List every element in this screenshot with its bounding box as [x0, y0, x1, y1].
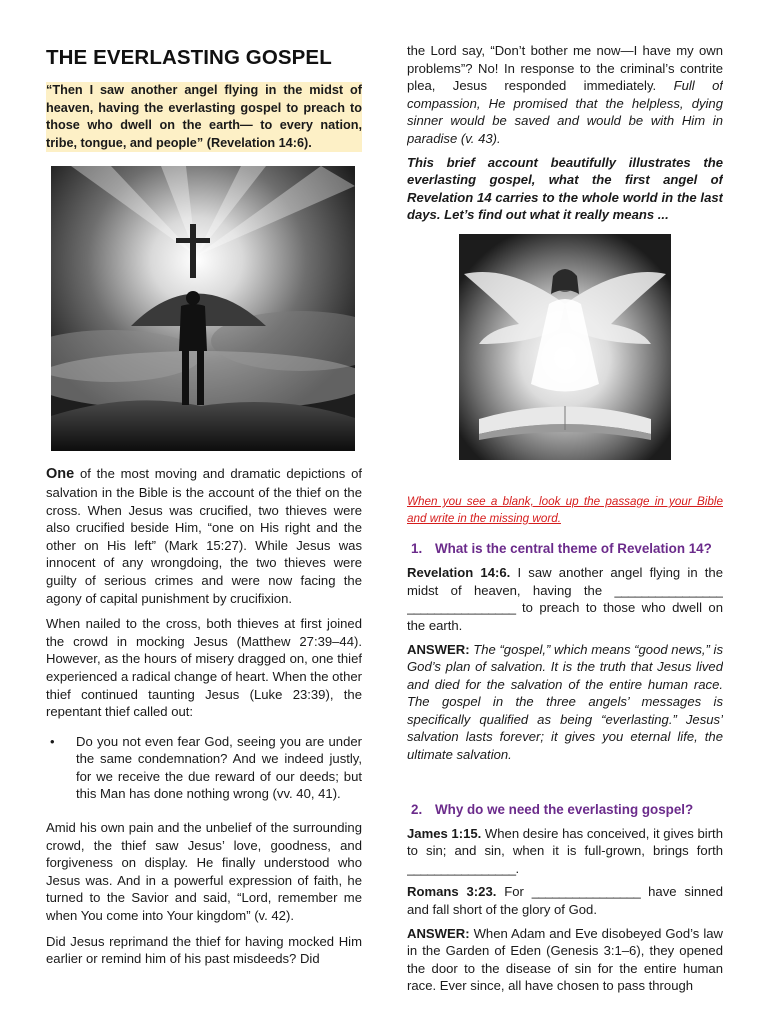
paragraph-thief-intro-text: of the most moving and dramatic depictions of salvation in the Bible is the account of the thief on the cross. When Jesus was crucified, two thieves were also crucified beside Him, “one on His right and the other on His left” (Mark 15:27). While Jesus was innocent of any wrongdoing, the two thieves were guilty of serious crimes and were now facing the agony of capital punishment by crucifixion.	[46, 466, 362, 606]
question-2-romans-text-b: have sinned and fall short of the glory of God.	[407, 884, 723, 918]
question-1-reference: Revelation 14:6.	[407, 565, 511, 581]
question-1-text: What is the central theme of Revelation 14?	[435, 541, 712, 557]
question-1-answer	[407, 641, 723, 764]
paragraph-jesus-response	[407, 42, 723, 148]
paragraph-illustrates: This brief account beautifully illustrates the everlasting gospel, what the first angel of Revelation 14 carries to the whole world in the last days. Let’s find out what it really means ...	[407, 154, 723, 223]
question-1-blank-1[interactable]: ________________	[614, 582, 723, 598]
question-2-james-text: When desire has conceived, it gives birth to sin; and sin, when it is full-grown, brings forth	[407, 825, 723, 859]
question-2-heading	[407, 802, 723, 817]
bullet-quote	[46, 733, 362, 811]
paragraph-jesus-response-text: the Lord say, “Don’t bother me now—I have my own problems”? No! In response to the criminal’s contrite plea, Jesus responded immediately.	[407, 43, 723, 94]
question-1-number: 1.	[411, 541, 423, 557]
question-1-answer-text: The “gospel,” which means “good news,” is God’s plan of salvation. It is the truth that Jesus lived and died for the salvation of the entire human race. The gospel in the three angels’ messages is specifically qualified as being “everlasting.” Jesus’ salvation lasts forever; it gives you eternal life, the ultimate salvation.	[407, 641, 723, 763]
right-column	[407, 42, 723, 1024]
paragraph-faith: Amid his own pain and the unbelief of the surrounding crowd, the thief saw Jesus’ love, goodness, and forgiveness on display. He finally understood who Jesus was. And in a powerful expression of faith, he turned to the Savior and said, “Lord, remember me when You come into Your kingdom” (v. 42).	[46, 820, 362, 924]
question-1-scripture	[407, 564, 723, 634]
paragraph-reprimand: Did Jesus reprimand the thief for having mocked Him earlier or remind him of his past misdeeds? Did	[46, 933, 362, 967]
bullet-dot: •	[50, 733, 55, 749]
cross-on-hill-image	[51, 166, 355, 451]
question-1-blank-2[interactable]: ________________	[407, 600, 516, 616]
question-2-answer-label: ANSWER:	[407, 925, 470, 941]
question-1-answer-label: ANSWER:	[407, 641, 470, 657]
paragraph-mocking: When nailed to the cross, both thieves at first joined the crowd in mocking Jesus (Matthew 27:39–44). However, as the hours of misery dragged on, one thief experienced a radical change of heart. When the other thief continued taunting Jesus (Luke 23:39), the repentant thief called out:	[46, 616, 362, 720]
question-1-text-a: I saw another angel flying in the midst of heaven, having the	[407, 565, 723, 598]
question-2-scripture-romans	[407, 883, 723, 918]
question-2-number: 2.	[411, 801, 423, 817]
opening-scripture-quote: “Then I saw another angel flying in the midst of heaven, having the everlasting gospel to preach to those who dwell on the earth— to every nation, tribe, tongue, and people” (Revelation 14:6).	[46, 82, 362, 152]
left-column	[46, 42, 362, 1024]
question-2-scripture-james	[407, 825, 723, 878]
question-2-james-end: .	[515, 860, 520, 876]
question-2-text: Why do we need the everlasting gospel?	[435, 801, 694, 817]
question-2-blank-2[interactable]: ________________	[531, 884, 641, 900]
question-2-romans-text-a: For	[496, 884, 532, 900]
question-2-reference-romans: Romans 3:23.	[407, 884, 497, 900]
paragraph-thief-intro	[46, 465, 362, 607]
question-1-heading	[407, 541, 723, 556]
blank-instruction-note: When you see a blank, look up the passage in your Bible and write in the missing word.	[407, 494, 723, 525]
question-2-blank-1[interactable]: ________________	[407, 860, 516, 876]
question-1-text-b: to preach to those who dwell on the earth.	[407, 600, 723, 633]
paragraph-drop-cap: One	[46, 466, 75, 483]
question-2-answer-text: When Adam and Eve disobeyed God’s law in the Garden of Eden (Genesis 3:1–6), they opened the door to the disease of sin for the entire human race. Ever since, all have chosen to pass through	[407, 925, 723, 994]
question-2-reference-james: James 1:15.	[407, 825, 482, 841]
paragraph-jesus-response-italic: Full of compassion, He promised that the helpless, dying sinner would be saved and would be with Him in paradise (v. 43).	[407, 78, 723, 146]
page-title: THE EVERLASTING GOSPEL	[46, 46, 332, 69]
angel-with-book-image	[459, 234, 671, 460]
question-2-answer	[407, 925, 723, 995]
bullet-quote-text: Do you not even fear God, seeing you are under the same condemnation? And we indeed justly, for we receive the due reward of our deeds; but this Man has done nothing wrong (vv. 40, 41).	[76, 733, 362, 802]
